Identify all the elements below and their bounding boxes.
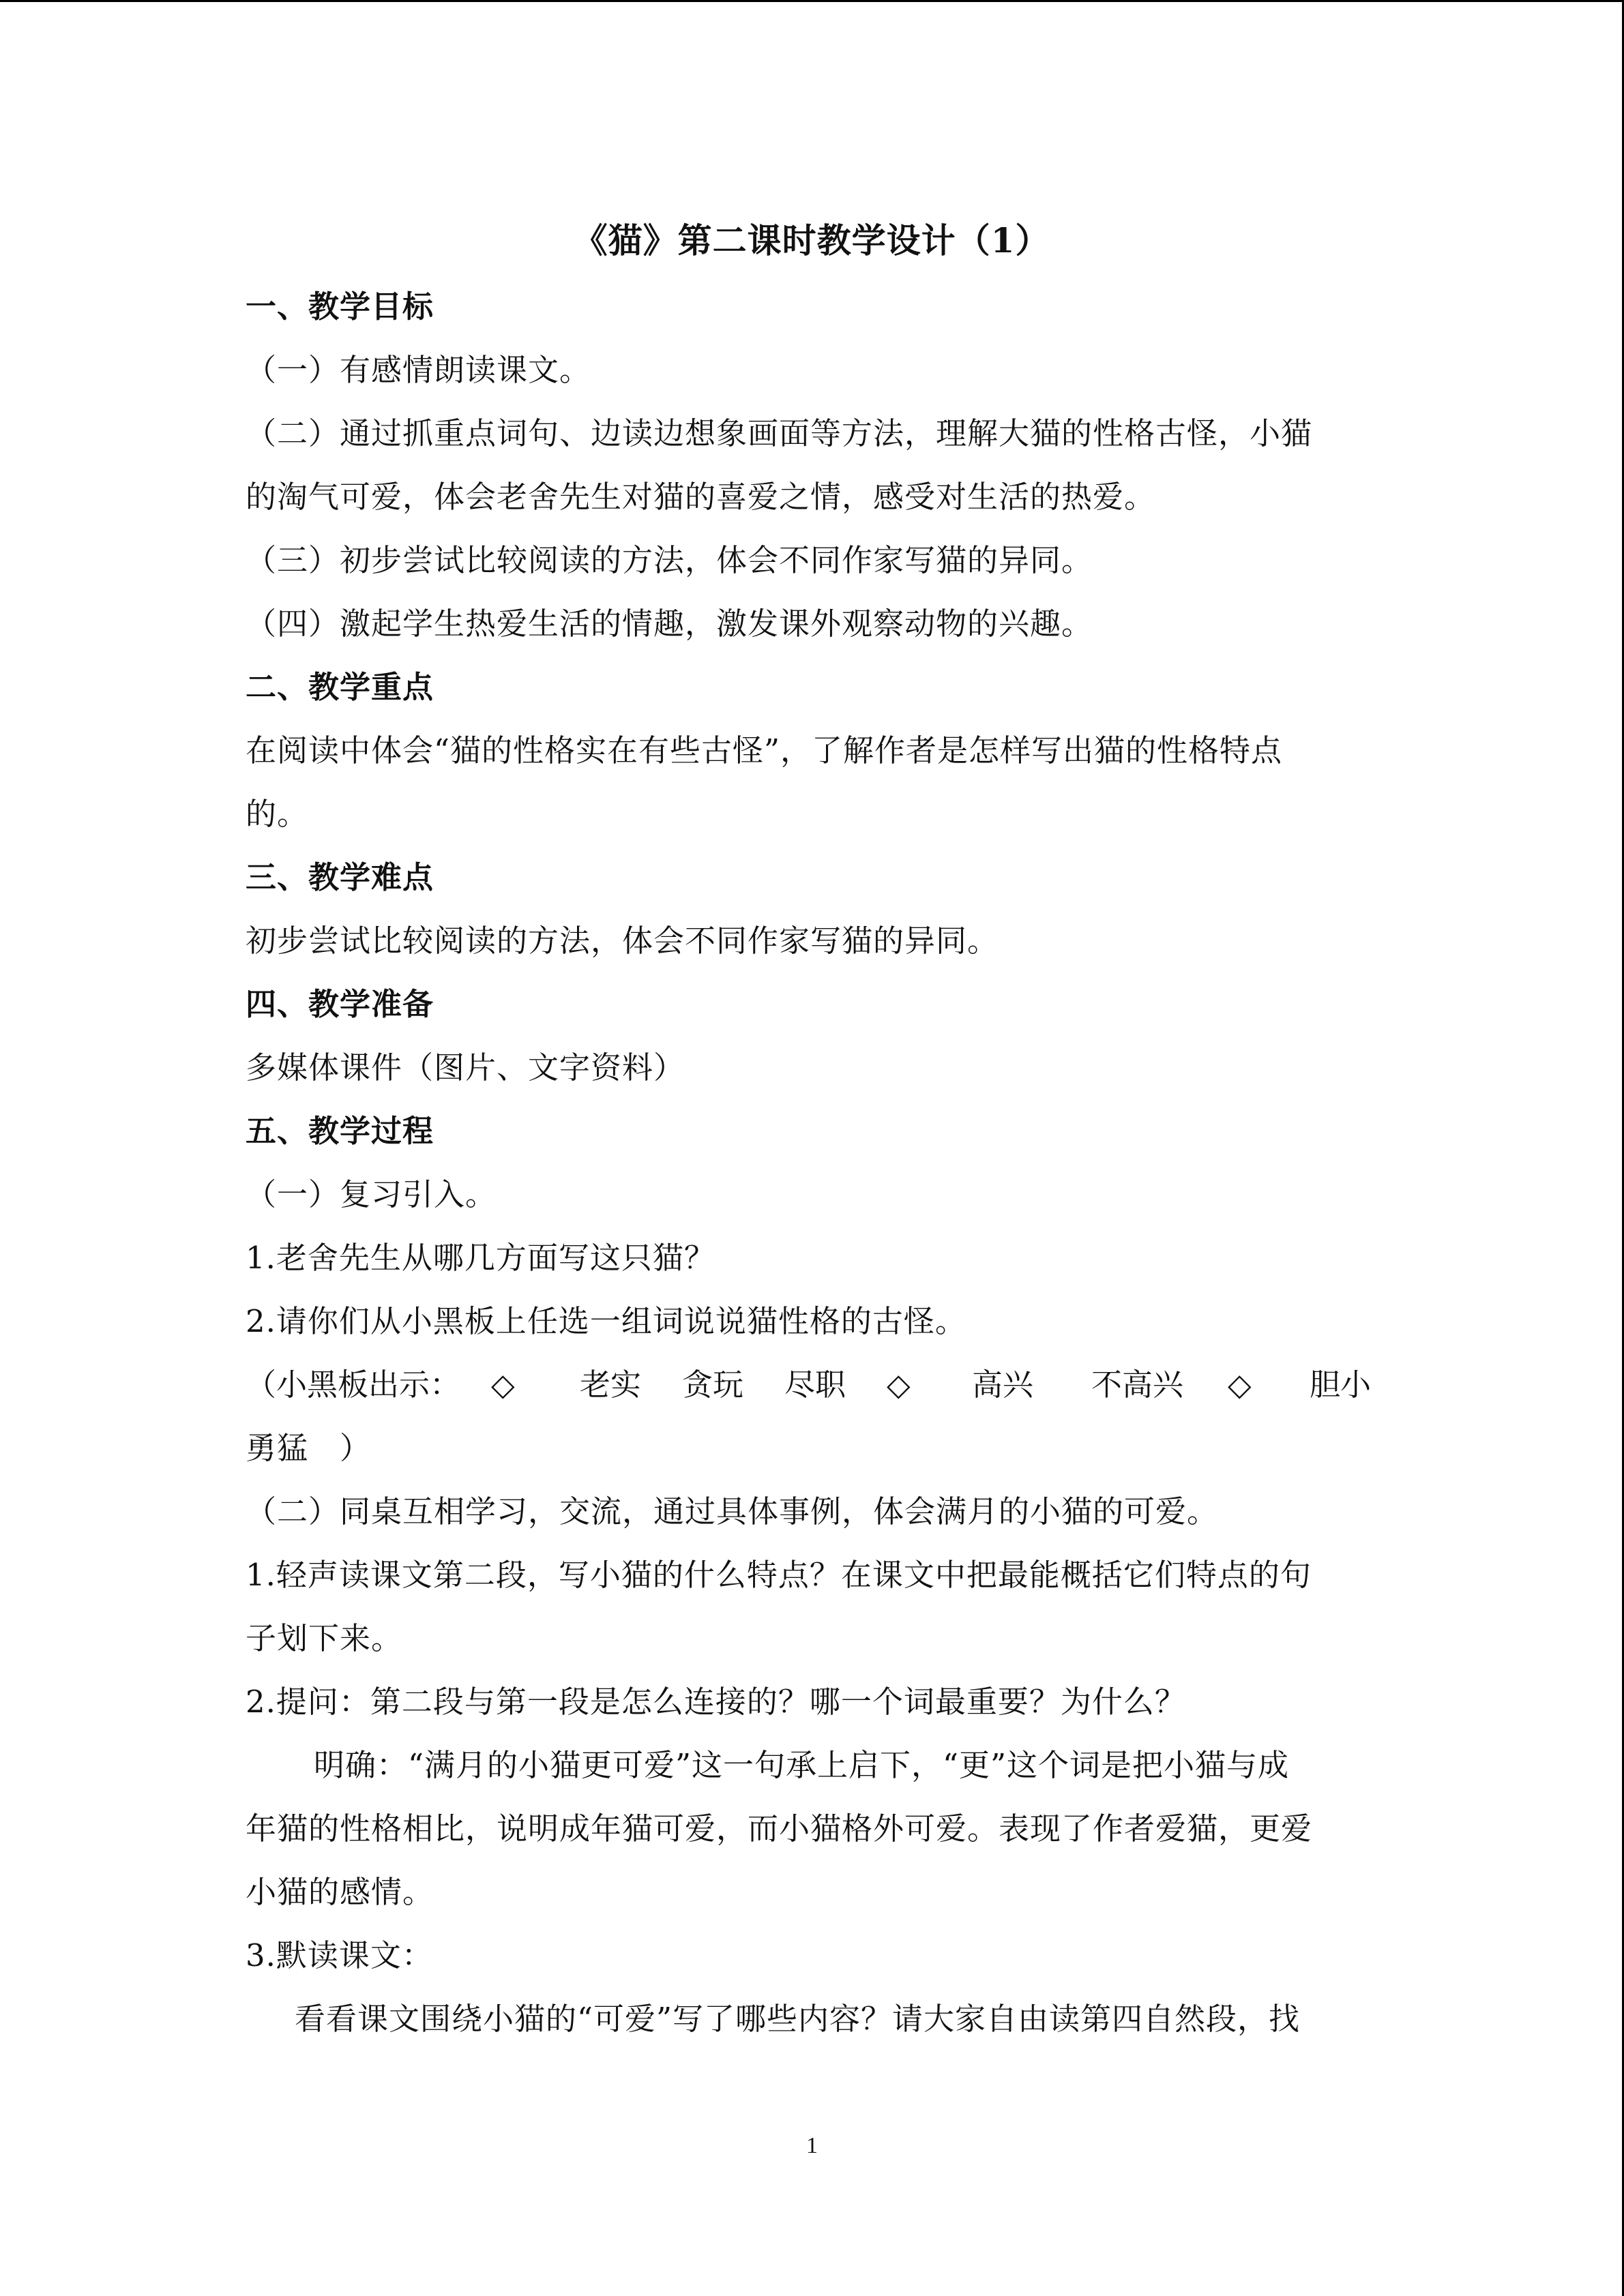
blackboard-word-2: 贪玩 xyxy=(682,1367,744,1403)
goal-item-2-line-2: 的淘气可爱，体会老舍先生对猫的喜爱之情，感受对生活的热爱。 xyxy=(246,479,1156,515)
section-heading-key-points: 二、教学重点 xyxy=(246,669,434,705)
process-reading-3: 3.默读课文： xyxy=(246,1937,433,1973)
blackboard-words-row xyxy=(246,1353,1378,1416)
process-reading-1-line-2: 子划下来。 xyxy=(246,1620,403,1656)
blackboard-row-end: 勇猛 ） xyxy=(246,1430,372,1466)
process-reading-3-text: 看看课文围绕小猫的“可爱”写了哪些内容？请大家自由读第四自然段，找 xyxy=(295,2001,1301,2037)
blackboard-word-6: 胆小 xyxy=(1310,1367,1372,1403)
key-points-line-2: 的。 xyxy=(246,796,309,832)
clarify-line-2: 年猫的性格相比，说明成年猫可爱，而小猫格外可爱。表现了作者爱猫，更爱 xyxy=(246,1810,1313,1847)
blackboard-word-5: 不高兴 xyxy=(1091,1367,1184,1403)
document-content xyxy=(246,207,1378,2051)
diamond-icon: ◇ xyxy=(1228,1367,1252,1403)
blackboard-word-1: 老实 xyxy=(580,1367,642,1403)
diamond-icon: ◇ xyxy=(887,1367,911,1403)
goal-item-1: （一）有感情朗读课文。 xyxy=(246,352,591,388)
section-heading-preparation: 四、教学准备 xyxy=(246,986,434,1022)
key-points-line-1: 在阅读中体会“猫的性格实在有些古怪”，了解作者是怎样写出猫的性格特点 xyxy=(246,732,1283,769)
goal-item-2-line-1: （二）通过抓重点词句、边读边想象画面等方法，理解大猫的性格古怪，小猫 xyxy=(246,415,1313,451)
process-question-2: 2.请你们从小黑板上任选一组词说说猫性格的古怪。 xyxy=(246,1303,966,1339)
process-reading-1-line-1: 1.轻声读课文第二段，写小猫的什么特点？在课文中把最能概括它们特点的句 xyxy=(246,1557,1312,1593)
process-reading-2: 2.提问：第二段与第一段是怎么连接的？哪一个词最重要？为什么？ xyxy=(246,1684,1186,1720)
page-number: 1 xyxy=(806,2133,818,2158)
preparation-text: 多媒体课件（图片、文字资料） xyxy=(246,1049,685,1086)
section-heading-goals: 一、教学目标 xyxy=(246,288,434,325)
diamond-icon: ◇ xyxy=(491,1367,515,1403)
blackboard-word-3: 尽职 xyxy=(784,1367,846,1403)
blackboard-word-4: 高兴 xyxy=(972,1367,1034,1403)
document-title: 《猫》第二课时教学设计（1） xyxy=(573,220,1050,260)
process-part-2: （二）同桌互相学习，交流，通过具体事例，体会满月的小猫的可爱。 xyxy=(246,1493,1219,1530)
process-part-1: （一）复习引入。 xyxy=(246,1176,497,1212)
blackboard-prefix: （小黑板出示： xyxy=(246,1367,461,1403)
clarify-line-1: 明确：“满月的小猫更可爱”这一句承上启下，“更”这个词是把小猫与成 xyxy=(314,1747,1290,1783)
section-heading-process: 五、教学过程 xyxy=(246,1113,434,1149)
section-heading-difficulties: 三、教学难点 xyxy=(246,859,434,895)
difficulties-text: 初步尝试比较阅读的方法，体会不同作家写猫的异同。 xyxy=(246,923,999,959)
clarify-line-3: 小猫的感情。 xyxy=(246,1874,434,1910)
goal-item-3: （三）初步尝试比较阅读的方法，体会不同作家写猫的异同。 xyxy=(246,542,1093,578)
process-question-1: 1.老舍先生从哪几方面写这只猫？ xyxy=(246,1240,715,1276)
goal-item-4: （四）激起学生热爱生活的情趣，激发课外观察动物的兴趣。 xyxy=(246,606,1093,642)
